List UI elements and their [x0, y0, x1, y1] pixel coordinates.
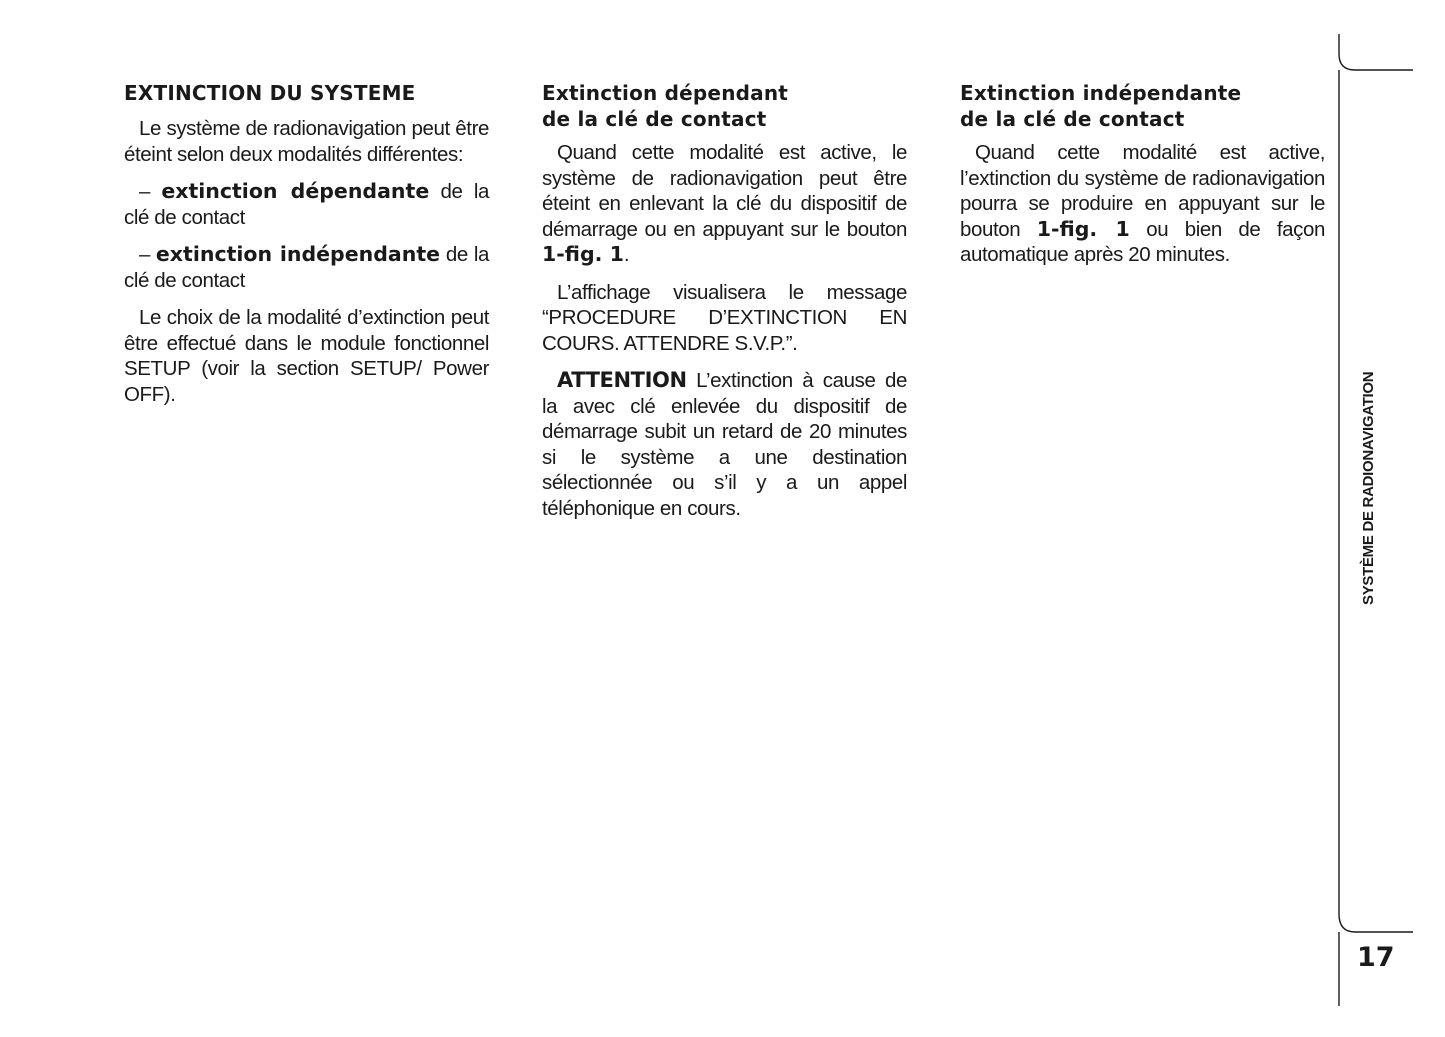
paragraph-dependent-mode	[542, 140, 907, 268]
paragraph-text-end: ou bien de façon automatique après 20 minutes.	[960, 217, 1325, 266]
attention-text: L’extinction à cause de la avec clé enlevée du dispositif de démarrage subit un retard de 20 minutes si le système a une destination sélectionnée ou s’il y a un appel téléphonique en cours.	[542, 369, 907, 520]
bold-term: extinction indépendante	[155, 242, 441, 266]
column-left	[124, 80, 489, 419]
list-text: de la clé de contact	[124, 243, 489, 292]
figure-reference: 1-fig. 1	[542, 242, 624, 266]
paragraph-setup: Le choix de la modalité d’extinction peut être effectué dans le module fonctionnel SETUP (voir la section SETUP/ Power OFF).	[124, 306, 489, 406]
dash: –	[139, 180, 162, 203]
subsection-heading	[542, 80, 907, 132]
list-item-dependent	[124, 179, 489, 230]
paragraph-independent-mode	[960, 140, 1325, 268]
heading-line-1: Extinction indépendante	[960, 81, 1242, 105]
list-text: de la clé de contact	[124, 180, 490, 229]
figure-reference: 1-fig. 1	[1036, 216, 1130, 241]
heading-line-2: de la clé de contact	[542, 107, 767, 131]
section-heading: EXTINCTION DU SYSTEME	[124, 81, 416, 105]
list-item-independent	[124, 242, 489, 293]
paragraph-text: Quand cette modalité est active, le système de radionavigation peut être éteint en enlevant la clé du dispositif de démarrage ou en appuyant sur le bouton	[542, 141, 907, 241]
period: .	[623, 243, 630, 266]
paragraph-intro: Le système de radionavigation peut être éteint selon deux modalités différentes:	[124, 117, 489, 166]
heading-line-2: de la clé de contact	[960, 107, 1185, 131]
dash: –	[139, 243, 156, 266]
tab-border	[1338, 34, 1418, 1006]
paragraph-display-message: L’affichage visualisera le message “PROCEDURE D’EXTINCTION EN COURS. ATTENDRE S.V.P.”.	[542, 280, 907, 355]
attention-label: ATTENTION	[557, 368, 687, 392]
column-middle	[542, 80, 907, 533]
subsection-heading	[960, 80, 1325, 132]
heading-line-1: Extinction dépendant	[542, 81, 789, 105]
chapter-tab	[1338, 34, 1418, 1006]
chapter-title: SYSTÈME DE RADIONAVIGATION	[1360, 371, 1377, 605]
bold-term: extinction dépendante	[161, 179, 430, 203]
column-right	[960, 80, 1325, 280]
paragraph-attention	[542, 368, 907, 521]
paragraph-text: Quand cette modalité est active, l’extinction du système de radionavigation pourra se produire en appuyant sur le bouton	[960, 141, 1325, 241]
page-number: 17	[1357, 942, 1395, 973]
